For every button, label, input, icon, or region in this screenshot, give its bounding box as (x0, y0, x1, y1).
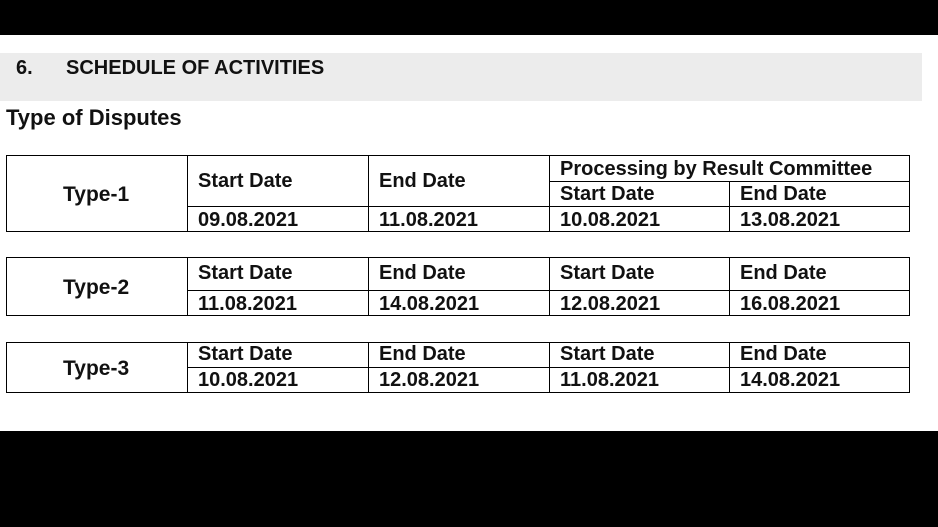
end-date-value: 12.08.2021 (379, 369, 480, 391)
processing-end-date-value: 16.08.2021 (740, 293, 841, 315)
processing-end-date-value: 13.08.2021 (740, 209, 841, 231)
end-date-header: End Date (379, 343, 466, 365)
start-date-value: 10.08.2021 (198, 369, 299, 391)
start-date-value: 11.08.2021 (198, 293, 297, 315)
processing-end-date-header: End Date (740, 343, 827, 365)
dispute-table-type-3 (6, 342, 910, 393)
type-label: Type-2 (63, 276, 130, 299)
processing-start-date-header: Start Date (560, 343, 655, 365)
start-date-value: 09.08.2021 (198, 209, 299, 231)
end-date-header: End Date (379, 262, 466, 284)
disputes-subtitle: Type of Disputes (6, 105, 182, 130)
processing-end-date-header: End Date (740, 183, 827, 205)
processing-end-date-header: End Date (740, 262, 827, 284)
processing-start-date-header: Start Date (560, 183, 655, 205)
end-date-value: 11.08.2021 (379, 209, 478, 231)
end-date-value: 14.08.2021 (379, 293, 480, 315)
start-date-header: Start Date (198, 262, 293, 284)
dispute-table-type-2 (6, 257, 910, 316)
processing-start-date-value: 10.08.2021 (560, 209, 661, 231)
start-date-header: Start Date (198, 343, 293, 365)
type-label: Type-1 (63, 183, 130, 206)
start-date-header: Start Date (198, 170, 293, 192)
processing-start-date-value: 11.08.2021 (560, 369, 659, 391)
end-date-header: End Date (379, 170, 466, 192)
processing-end-date-value: 14.08.2021 (740, 369, 841, 391)
section-title: SCHEDULE OF ACTIVITIES (66, 57, 325, 79)
document-page (0, 35, 938, 431)
processing-start-date-header: Start Date (560, 262, 655, 284)
processing-group-header: Processing by Result Committee (560, 158, 873, 180)
section-number: 6. (16, 57, 33, 79)
processing-start-date-value: 12.08.2021 (560, 293, 661, 315)
dispute-table-type-1 (6, 155, 910, 232)
type-label: Type-3 (63, 357, 130, 380)
